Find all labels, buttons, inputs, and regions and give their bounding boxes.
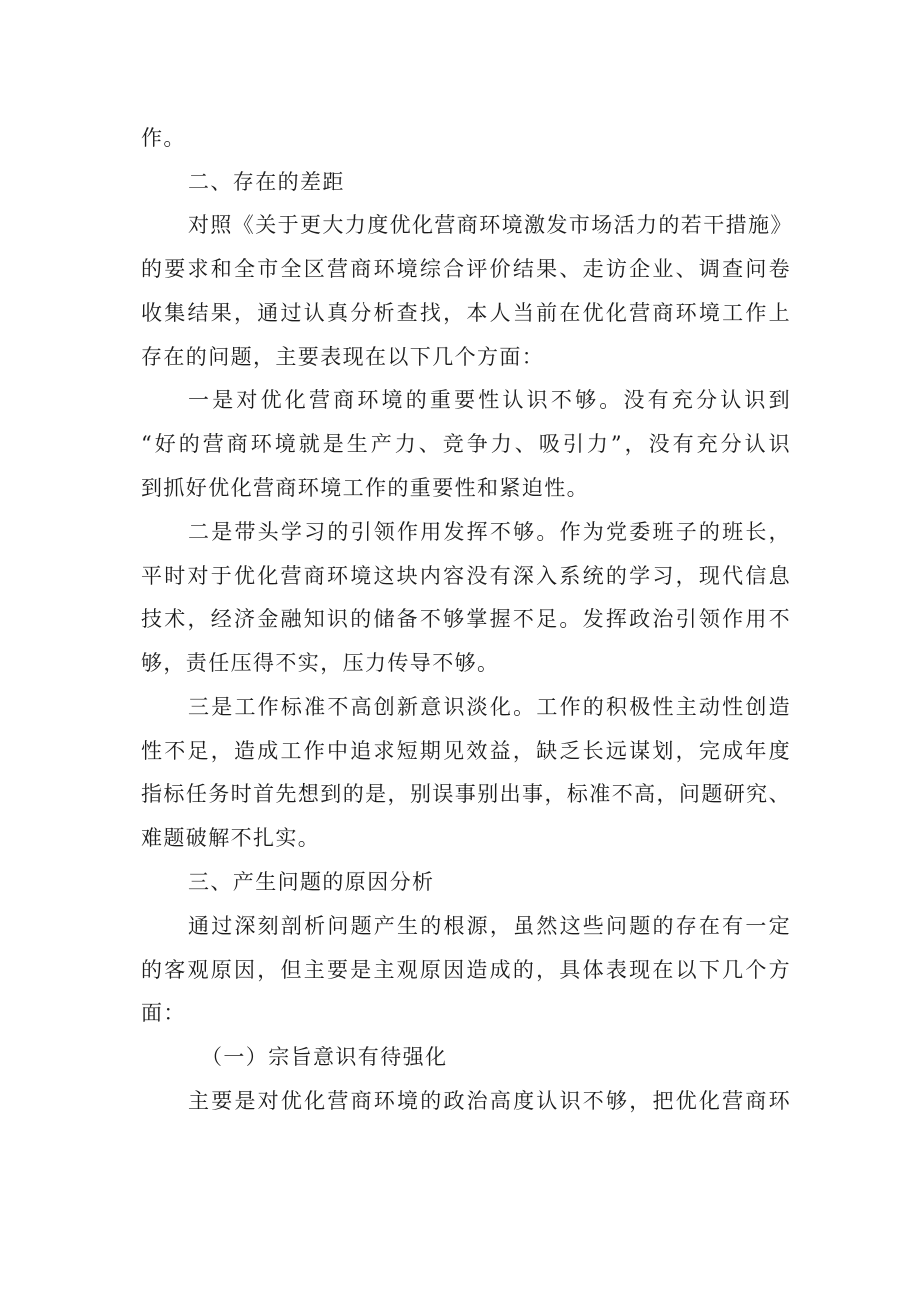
paragraph-line: 对照《关于更大力度优化营商环境激发市场活力的若干措施》	[188, 213, 793, 237]
paragraph-line: “好的营商环境就是生产力、竞争力、吸引力”，没有充分认识	[141, 432, 791, 456]
paragraph-line: 通过深刻剖析问题产生的根源，虽然这些问题的存在有一定	[188, 914, 791, 938]
paragraph-line: 平时对于优化营商环境这块内容没有深入系统的学习，现代信息	[141, 564, 791, 588]
paragraph-line: 二是带头学习的引领作用发挥不够。作为党委班子的班长，	[188, 520, 791, 544]
section-heading-gaps: 二、存在的差距	[188, 170, 345, 194]
paragraph-line: 性不足，造成工作中追求短期见效益，缺乏长远谋划，完成年度	[141, 739, 791, 763]
paragraph-line: 技术，经济金融知识的储备不够掌握不足。发挥政治引领作用不	[141, 607, 791, 631]
paragraph-line: 指标任务时首先想到的是，别误事别出事，标准不高，问题研究、	[141, 782, 791, 806]
paragraph-line: 面：	[141, 1001, 186, 1025]
paragraph-line: 的客观原因，但主要是主观原因造成的，具体表现在以下几个方	[141, 958, 791, 982]
paragraph-line: 够，责任压得不实，压力传导不够。	[141, 651, 500, 675]
paragraph-line: 存在的问题，主要表现在以下几个方面：	[141, 345, 545, 369]
subsection-heading: （一）宗旨意识有待强化	[201, 1045, 448, 1069]
paragraph-line: 到抓好优化营商环境工作的重要性和紧迫性。	[141, 476, 589, 500]
paragraph-line: 主要是对优化营商环境的政治高度认识不够，把优化营商环	[188, 1089, 791, 1113]
paragraph-line: 一是对优化营商环境的重要性认识不够。没有充分认识到	[188, 388, 791, 412]
paragraph-line: 收集结果，通过认真分析查找，本人当前在优化营商环境工作上	[141, 301, 791, 325]
paragraph-line: 的要求和全市全区营商环境综合评价结果、走访企业、调查问卷	[141, 257, 791, 281]
paragraph-line: 难题破解不扎实。	[141, 826, 321, 850]
section-heading-causes: 三、产生问题的原因分析	[188, 870, 435, 894]
paragraph-line: 三是工作标准不高创新意识淡化。工作的积极性主动性创造	[188, 695, 791, 719]
text-line-continuation: 作。	[141, 126, 186, 150]
